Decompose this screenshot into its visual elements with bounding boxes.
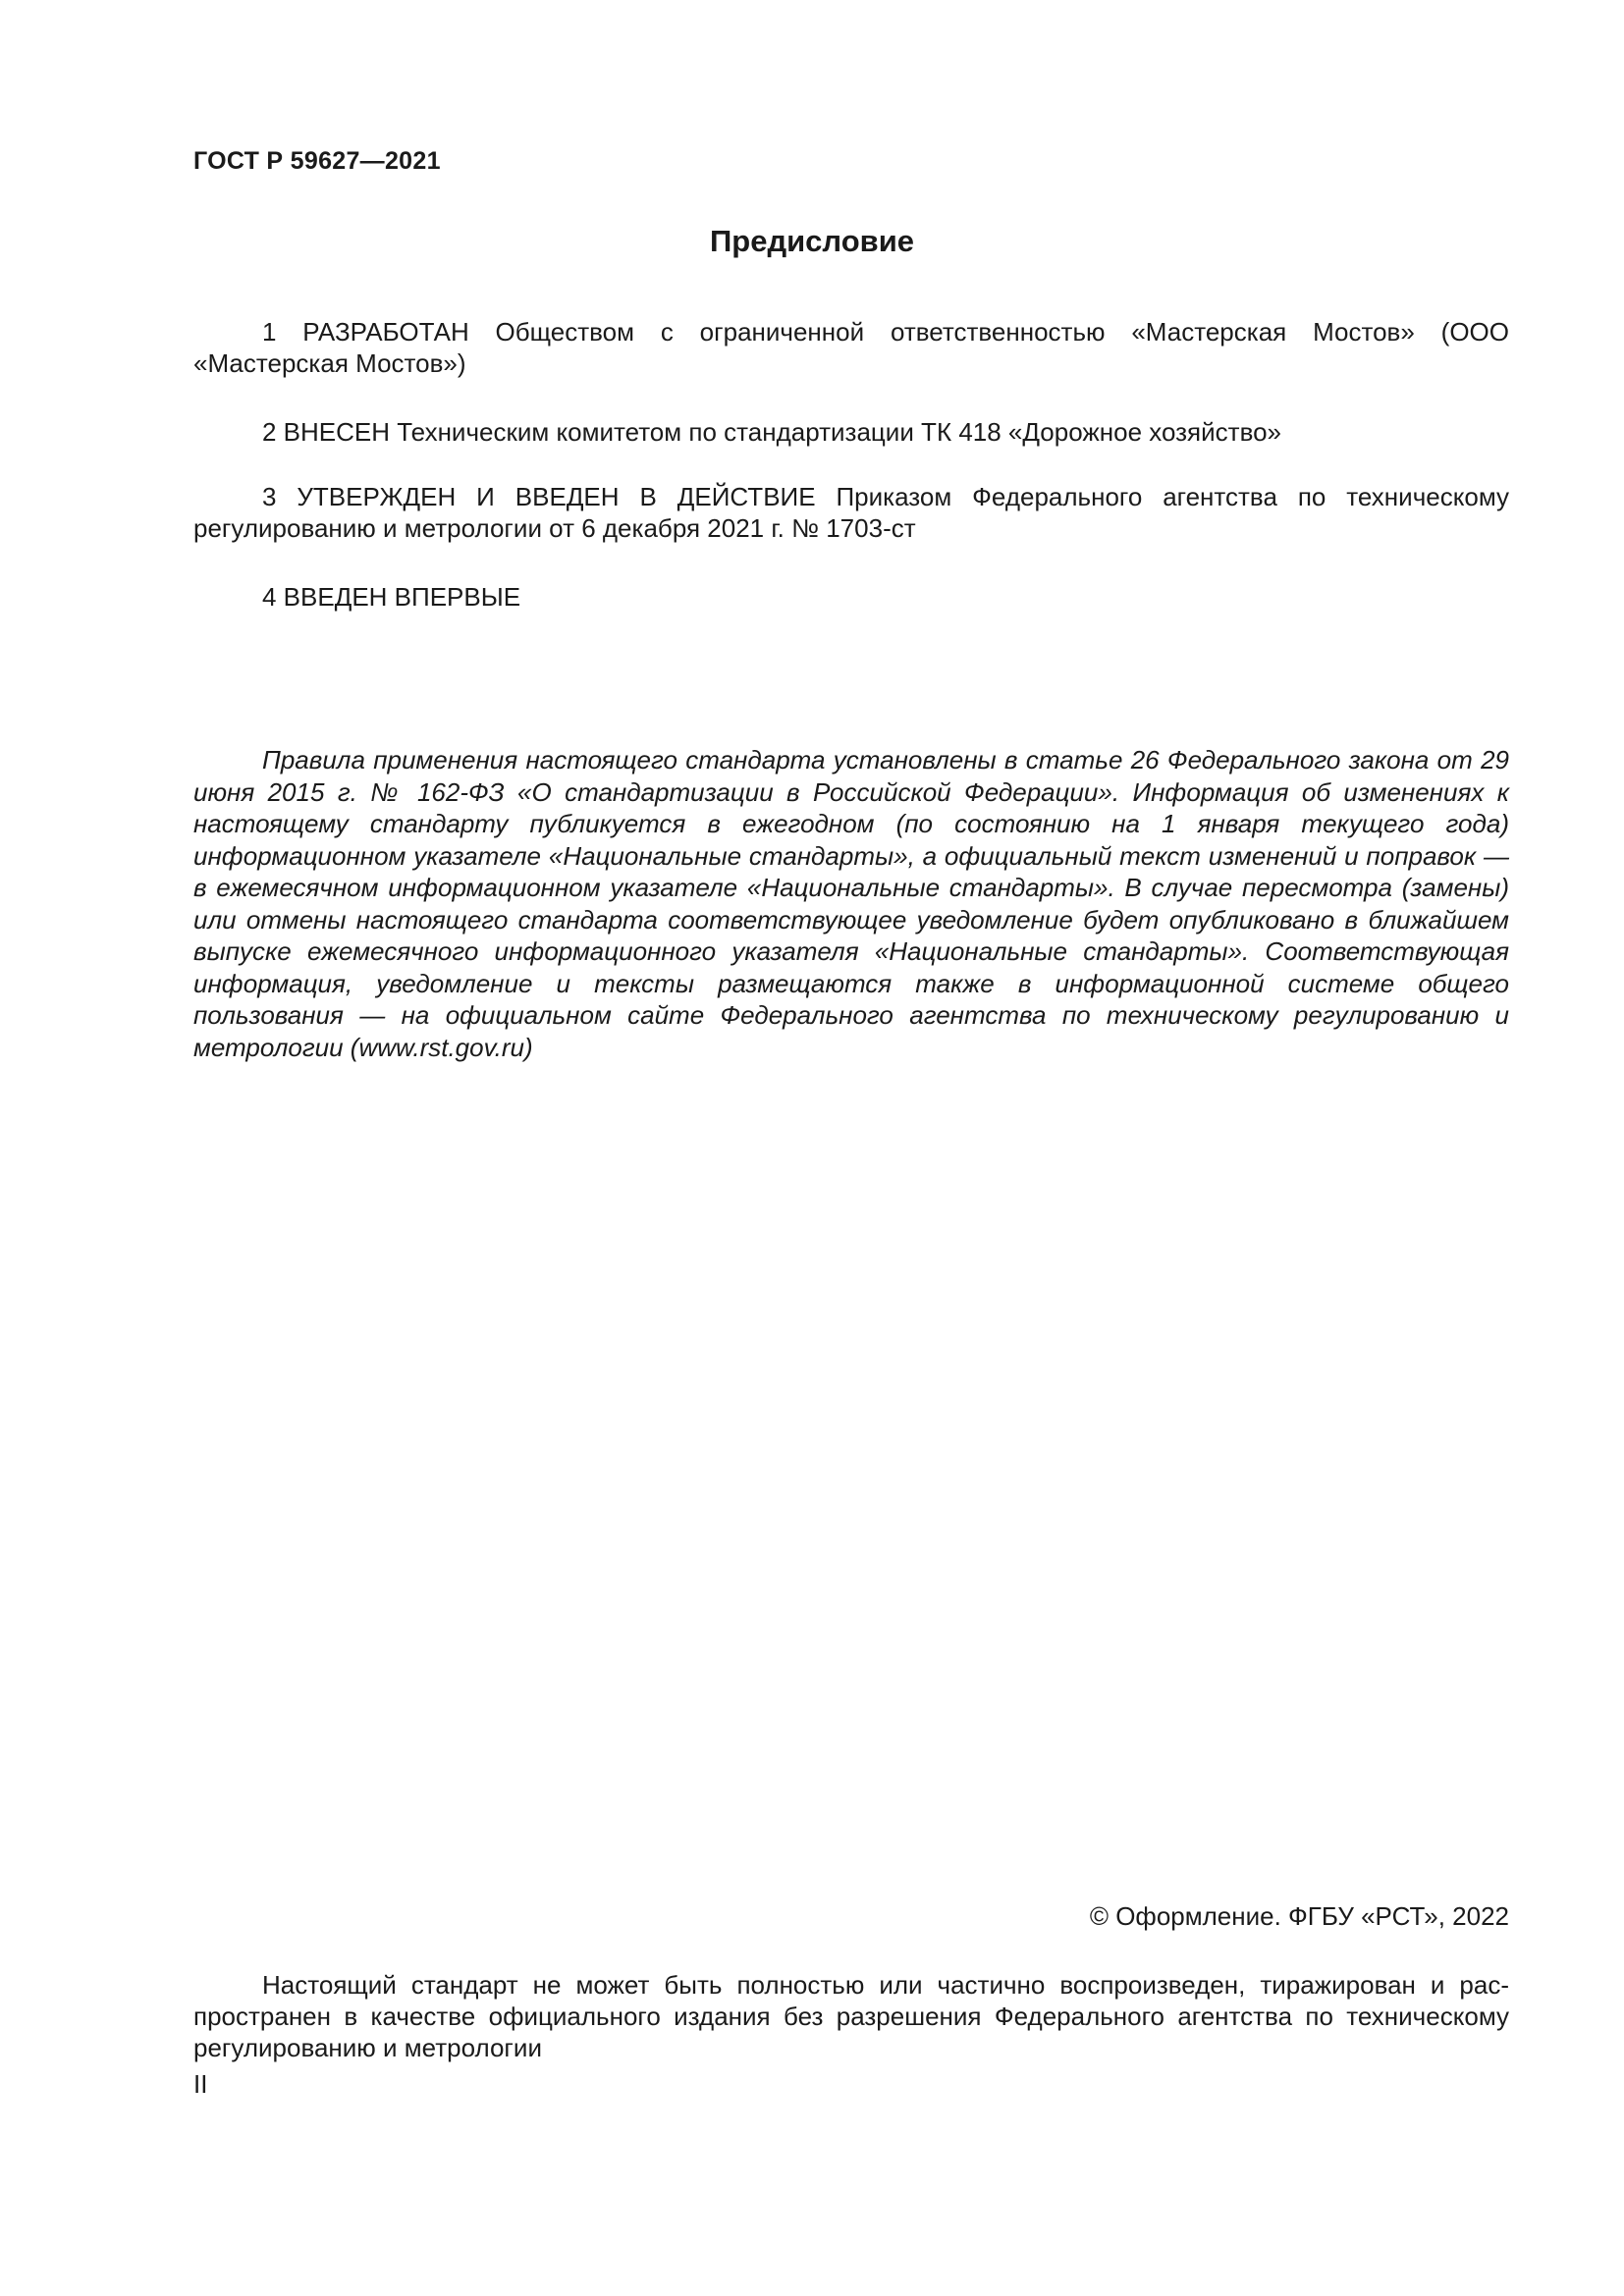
foreword-item-text: 1 РАЗРАБОТАН Обществом с ограниченной ответственностью «Мастерская Мостов» (ООО «Мастерская Мостов») [193, 317, 1509, 378]
page-title: Предисловие [709, 224, 914, 258]
copyright-line: © Оформление. ФГБУ «РСТ», 2022 [1089, 1901, 1509, 1931]
foreword-item-text: 3 УТВЕРЖДЕН И ВВЕДЕН В ДЕЙСТВИЕ Приказом Федерального агентства по техническому регулированию и метрологии от 6 декабря 2021 г. № 1703-ст [193, 482, 1509, 543]
page-number: II [193, 2069, 208, 2099]
foreword-item-2 [193, 416, 1509, 448]
application-rules-notice [193, 744, 1509, 1063]
document-code: ГОСТ Р 59627—2021 [193, 147, 441, 175]
reproduction-notice [193, 1969, 1509, 2063]
foreword-item-1 [193, 316, 1509, 379]
foreword-item-text: 2 ВНЕСЕН Техническим комитетом по стандартизации ТК 418 «Дорожное хозяйство» [262, 417, 1282, 447]
foreword-item-text: 4 ВВЕДЕН ВПЕРВЫЕ [262, 582, 521, 612]
foreword-item-3 [193, 481, 1509, 544]
foreword-item-4 [193, 581, 1509, 613]
reproduction-text: Настоящий стандарт не может быть полностью или частично воспроизведен, тиражирован и распространен в качестве официального издания без разрешения Федерального агентства по техническому регулированию и метрологии [193, 1970, 1509, 2062]
notice-text: Правила применения настоящего стандарта установлены в статье 26 Федерального закона от 29 июня 2015 г. № 162-ФЗ «О стандартизации в Российской Федерации». Информация об изменениях к настоящему стандарту публикуется в ежегодном (по состоянию на 1 января текущего года) информационном указателе «Национальные стандарты», а официальный текст изменений и поправок — в ежемесячном информационном указателе «Национальные стандарты». В случае пересмотра (замены) или отмены настоящего стандарта соответствующее уведомление будет опубликовано в ближайшем выпуске ежемесячного информационного указателя «Национальные стандарты». Соответствующая информация, уведомление и тексты размещаются также в информационной системе общего пользования — на официальном сайте Федерального агентства по техническому регулированию и метрологии (www.rst.gov.ru) [193, 745, 1509, 1062]
